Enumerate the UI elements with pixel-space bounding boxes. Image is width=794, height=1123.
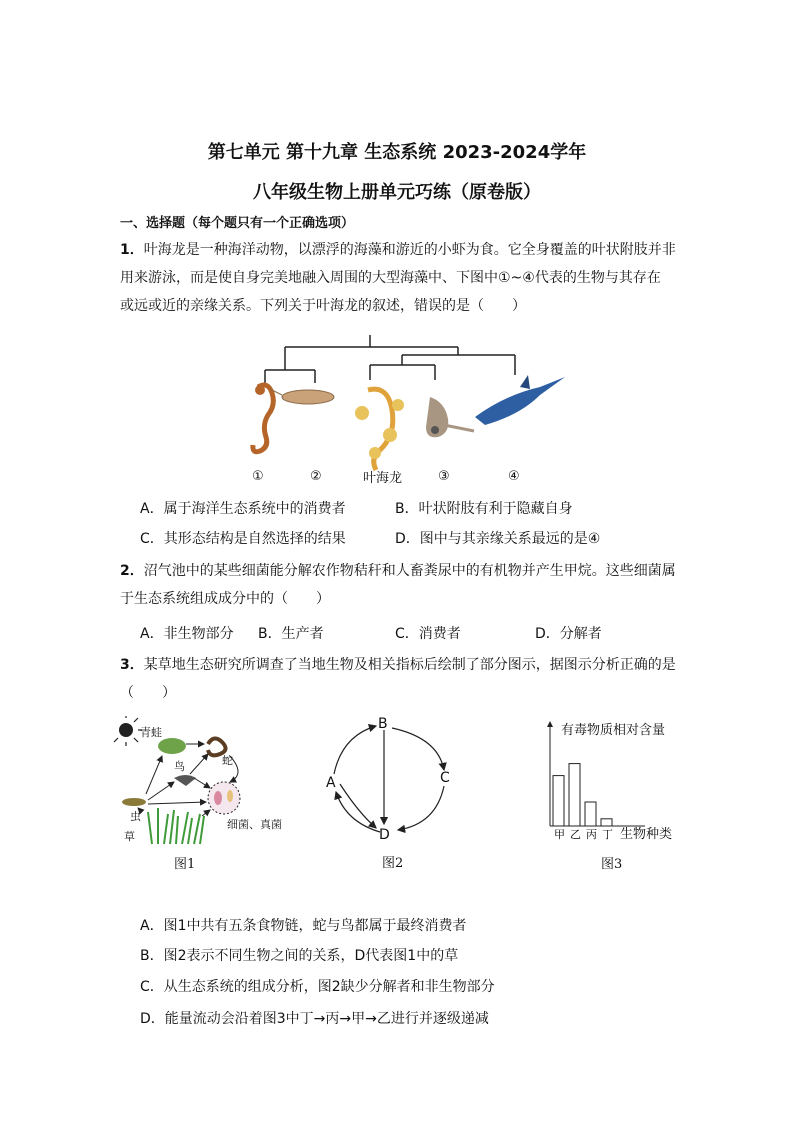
bar-乙 (569, 764, 580, 826)
question-1-number: 1． (120, 242, 144, 258)
food-web-figure (112, 716, 327, 876)
label-grass: 草 (124, 830, 135, 843)
decomposer-icon (208, 782, 240, 814)
question-1-stem (120, 236, 680, 320)
node-c: C (440, 770, 450, 786)
x-axis-label: 生物种类 (620, 827, 673, 842)
question-2-stem (120, 557, 680, 613)
page-title-line1: 第七单元 第十九章 生态系统 2023-2024学年 (207, 142, 587, 163)
question-3-stem (120, 651, 680, 707)
tick-label-丙: 丙 (586, 828, 597, 841)
phylo-label-1: ① (252, 469, 264, 484)
grass-icon (148, 808, 204, 844)
question-1-line2: 用来游泳，而是使自身完美地融入周围的大型海藻中、下图中①~④代表的生物与其存在 (120, 270, 661, 286)
fig3-caption: 图3 (601, 857, 623, 872)
page-title-line2: 八年级生物上册单元巧练（原卷版） (253, 182, 541, 203)
q2-option-d[interactable]: D．分解者 (535, 626, 602, 642)
marlin-icon (475, 375, 565, 425)
insect-icon (122, 798, 146, 806)
question-2-number: 2． (120, 563, 144, 579)
label-frog: 青蛙 (140, 726, 162, 739)
q3-option-a[interactable]: A．图1中共有五条食物链，蛇与鸟都属于最终消费者 (140, 918, 467, 934)
snake-icon (208, 738, 226, 755)
question-1-line3: 或远或近的亲缘关系。下列关于叶海龙的叙述，错误的是（ ） (120, 298, 526, 314)
q1-option-a[interactable]: A．属于海洋生态系统中的消费者 (140, 501, 346, 517)
q3-option-d[interactable]: D．能量流动会沿着图3中丁→丙→甲→乙进行并逐级递减 (140, 1011, 489, 1027)
node-d: D (379, 827, 390, 843)
q1-option-b[interactable]: B．叶状附肢有利于隐藏自身 (395, 501, 573, 517)
q2-option-c[interactable]: C．消费者 (395, 626, 461, 642)
node-b: B (378, 716, 388, 732)
question-2-line1: 沼气池中的某些细菌能分解农作物秸秆和人畜粪尿中的有机物并产生甲烷。这些细菌属 (143, 563, 676, 579)
tick-label-乙: 乙 (570, 828, 581, 841)
tree-lines (265, 335, 515, 383)
bar-丁 (601, 819, 612, 826)
bar-丙 (585, 802, 596, 826)
frog-icon (158, 738, 186, 754)
q1-option-d[interactable]: D．图中与其亲缘关系最远的是④ (395, 531, 601, 547)
label-decomposer: 细菌、真菌 (227, 818, 282, 831)
bar-甲 (553, 776, 564, 826)
fig2-caption: 图2 (382, 856, 404, 871)
shrimp-icon (270, 389, 334, 404)
question-3-line1: 某草地生态研究所调查了当地生物及相关指标后绘制了部分图示，据图示分析正确的是 (143, 657, 676, 673)
label-insect: 虫 (130, 810, 141, 823)
bird-icon (174, 775, 196, 786)
q2-option-a[interactable]: A．非生物部分 (140, 626, 234, 642)
sun-icon (114, 716, 142, 746)
phylogeny-figure (230, 335, 575, 490)
bird-fossil-icon (426, 397, 474, 437)
cycle-diagram-figure (318, 712, 463, 877)
y-axis-label: 有毒物质相对含量 (561, 723, 666, 738)
section-heading: 一、选择题（每个题只有一个正确选项） (120, 216, 355, 231)
phylo-label-4: ④ (508, 469, 520, 484)
q2-option-b[interactable]: B．生产者 (258, 626, 324, 642)
question-2-line2: 于生态系统组成成分中的（ ） (120, 591, 330, 607)
toxin-bar-chart (535, 716, 685, 876)
fig1-caption: 图1 (174, 857, 196, 872)
tick-label-甲: 甲 (554, 828, 565, 841)
tick-label-丁: 丁 (602, 828, 613, 841)
node-a: A (326, 775, 336, 791)
seahorse-icon (253, 385, 273, 452)
phylo-label-seadragon: 叶海龙 (363, 471, 403, 486)
q3-option-c[interactable]: C．从生态系统的组成分析，图2缺少分解者和非生物部分 (140, 979, 495, 995)
q3-option-b[interactable]: B．图2表示不同生物之间的关系，D代表图1中的草 (140, 948, 459, 964)
question-1-line1: 叶海龙是一种海洋动物，以漂浮的海藻和游近的小虾为食。它全身覆盖的叶状附肢并非 (143, 242, 676, 258)
leafy-seadragon-icon (355, 389, 404, 470)
label-bird: 鸟 (174, 760, 185, 773)
phylo-label-3: ③ (438, 469, 450, 484)
question-3-line2: （ ） (120, 685, 176, 701)
question-3-number: 3． (120, 657, 144, 673)
q1-option-c[interactable]: C．其形态结构是自然选择的结果 (140, 531, 346, 547)
phylo-label-2: ② (310, 469, 322, 484)
label-snake: 蛇 (222, 754, 233, 767)
